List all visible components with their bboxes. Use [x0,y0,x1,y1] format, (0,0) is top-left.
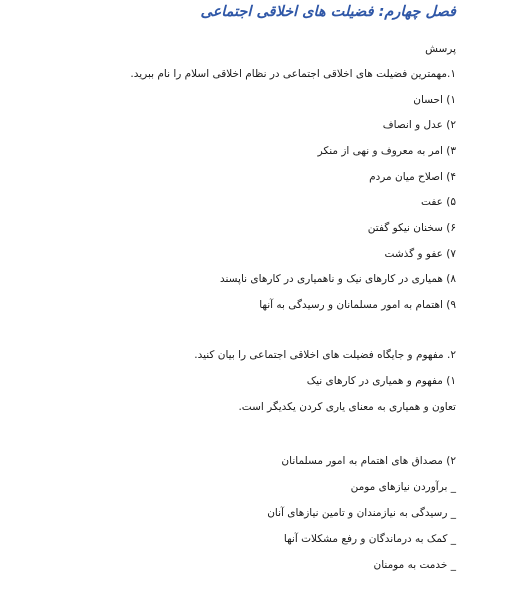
answer-3: ۳) امر به معروف و نهی از منکر [317,145,456,157]
answer-4: ۴) اصلاح میان مردم [369,171,456,183]
list-item-4: _ خدمت به مومنان [373,559,456,571]
answer-2: ۲) عدل و انصاف [382,119,456,131]
answer-9: ۹) اهتمام به امور مسلمانان و رسیدگی به آنها [259,299,456,311]
list-item-2: _ رسیدگی به نیازمندان و تامین نیازهای آنان [267,507,456,519]
list-item-1: _ برآوردن نیازهای مومن [350,481,456,493]
question-2-part-1-title: ۱) مفهوم و همیاری در کارهای نیک [306,375,456,387]
section-label: پرسش [425,43,456,55]
question-1: ۱.مهمترین فضیلت های اخلاقی اجتماعی در نظام اخلاقی اسلام را نام ببرید. [130,68,456,80]
answer-8: ۸) همیاری در کارهای نیک و ناهمیاری در کارهای ناپسند [219,273,456,285]
answer-7: ۷) عفو و گذشت [384,248,456,260]
answer-1: ۱) احسان [413,94,456,106]
question-2-part-2-title: ۲) مصداق های اهتمام به امور مسلمانان [281,455,456,467]
question-2-part-1-body: تعاون و همیاری به معنای یاری کردن یکدیگر است. [238,401,456,413]
chapter-heading: فصل چهارم: فضیلت های اخلاقی اجتماعی [200,4,456,20]
list-item-3: _ کمک به درماندگان و رفع مشکلات آنها [283,533,456,545]
answer-6: ۶) سخنان نیکو گفتن [367,222,456,234]
question-2: ۲. مفهوم و جایگاه فضیلت های اخلاقی اجتماعی را بیان کنید. [194,349,456,361]
answer-5: ۵) عفت [421,196,456,208]
